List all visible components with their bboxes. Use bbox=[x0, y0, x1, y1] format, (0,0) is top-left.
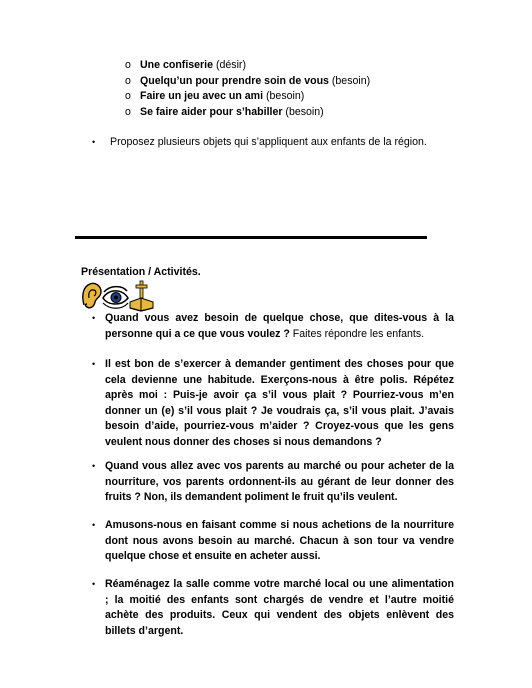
list-marker: o bbox=[125, 90, 131, 103]
activity-text: Amusons-nous en faisant comme si nous achetions de la nourriture dont nous avons besoin au marché. Chacun à son tour va vendre quelque chose et ensuite en acheter aussi. bbox=[105, 519, 454, 562]
item-term: Quelqu’un pour prendre soin de vous bbox=[140, 74, 329, 87]
eye-icon bbox=[103, 287, 128, 309]
activity-text: Il est bon de s’exercer à demander gentiment des choses pour que cela devienne une habitude. Exerçons-nous à être polis. Répétez après moi : Puis-je avoir ça s’il vous plait ? Pourriez-vous m’en donner un (e) s’il vous plait ? Je voudrais ça, s’il vous plait. J’avais besoin d’aide, pourriez-vous m’aider ? Croyez-vous que les gens veulent nous donner des choses si nous demandons ? bbox=[105, 358, 454, 448]
list-marker: o bbox=[125, 59, 131, 71]
activity-text: Quand vous allez avec vos parents au marché ou pour acheter de la nourriture, vos parents ordonnent-ils au gérant de leur donner des fruits ? Non, ils demandent poliment le fruit qu’ils veulent. bbox=[105, 460, 454, 503]
item-term: Se faire aider pour s’habiller bbox=[140, 105, 283, 118]
item-note: (besoin) bbox=[263, 90, 305, 103]
bullet-dot: • bbox=[92, 461, 96, 471]
bible-cross-icon bbox=[130, 281, 153, 311]
needs-sublist bbox=[0, 58, 532, 120]
section-divider bbox=[75, 236, 427, 239]
bullet-dot: • bbox=[92, 520, 96, 530]
item-note: (besoin) bbox=[282, 105, 324, 118]
bullet-dot: • bbox=[92, 313, 96, 323]
activity-instruction: Faites répondre les enfants. bbox=[289, 327, 425, 340]
bullet-dot: • bbox=[92, 359, 96, 369]
bullet-dot: • bbox=[92, 579, 96, 589]
list-marker: o bbox=[125, 74, 131, 87]
activity-text: Réaménagez la salle comme votre marché local ou une alimentation ; la moitié des enfants sont chargés de vendre et l’autre moitié achète des produits. Ceux qui vendent des objets enlèvent des billets d’argent. bbox=[105, 578, 454, 637]
list-item bbox=[0, 74, 532, 90]
activity-icons bbox=[80, 280, 160, 312]
list-marker: o bbox=[125, 105, 131, 118]
item-term: Faire un jeu avec un ami bbox=[140, 90, 264, 103]
item-note: (besoin) bbox=[328, 74, 371, 87]
ear-icon bbox=[83, 283, 101, 307]
item-term: Une confiserie bbox=[140, 59, 214, 71]
section-heading: Présentation / Activités. bbox=[81, 266, 201, 278]
activity-question: Quand vous avez besoin de quelque chose, que dites-vous à la personne qui a ce que vous voulez ? bbox=[105, 312, 454, 340]
bullet-dot: • bbox=[92, 137, 96, 147]
propose-text: Proposez plusieurs objets qui s’appliquent aux enfants de la région. bbox=[110, 136, 427, 148]
item-note: (désir) bbox=[213, 59, 246, 71]
list-item bbox=[0, 105, 532, 121]
list-item bbox=[0, 89, 532, 105]
list-item bbox=[0, 58, 532, 74]
